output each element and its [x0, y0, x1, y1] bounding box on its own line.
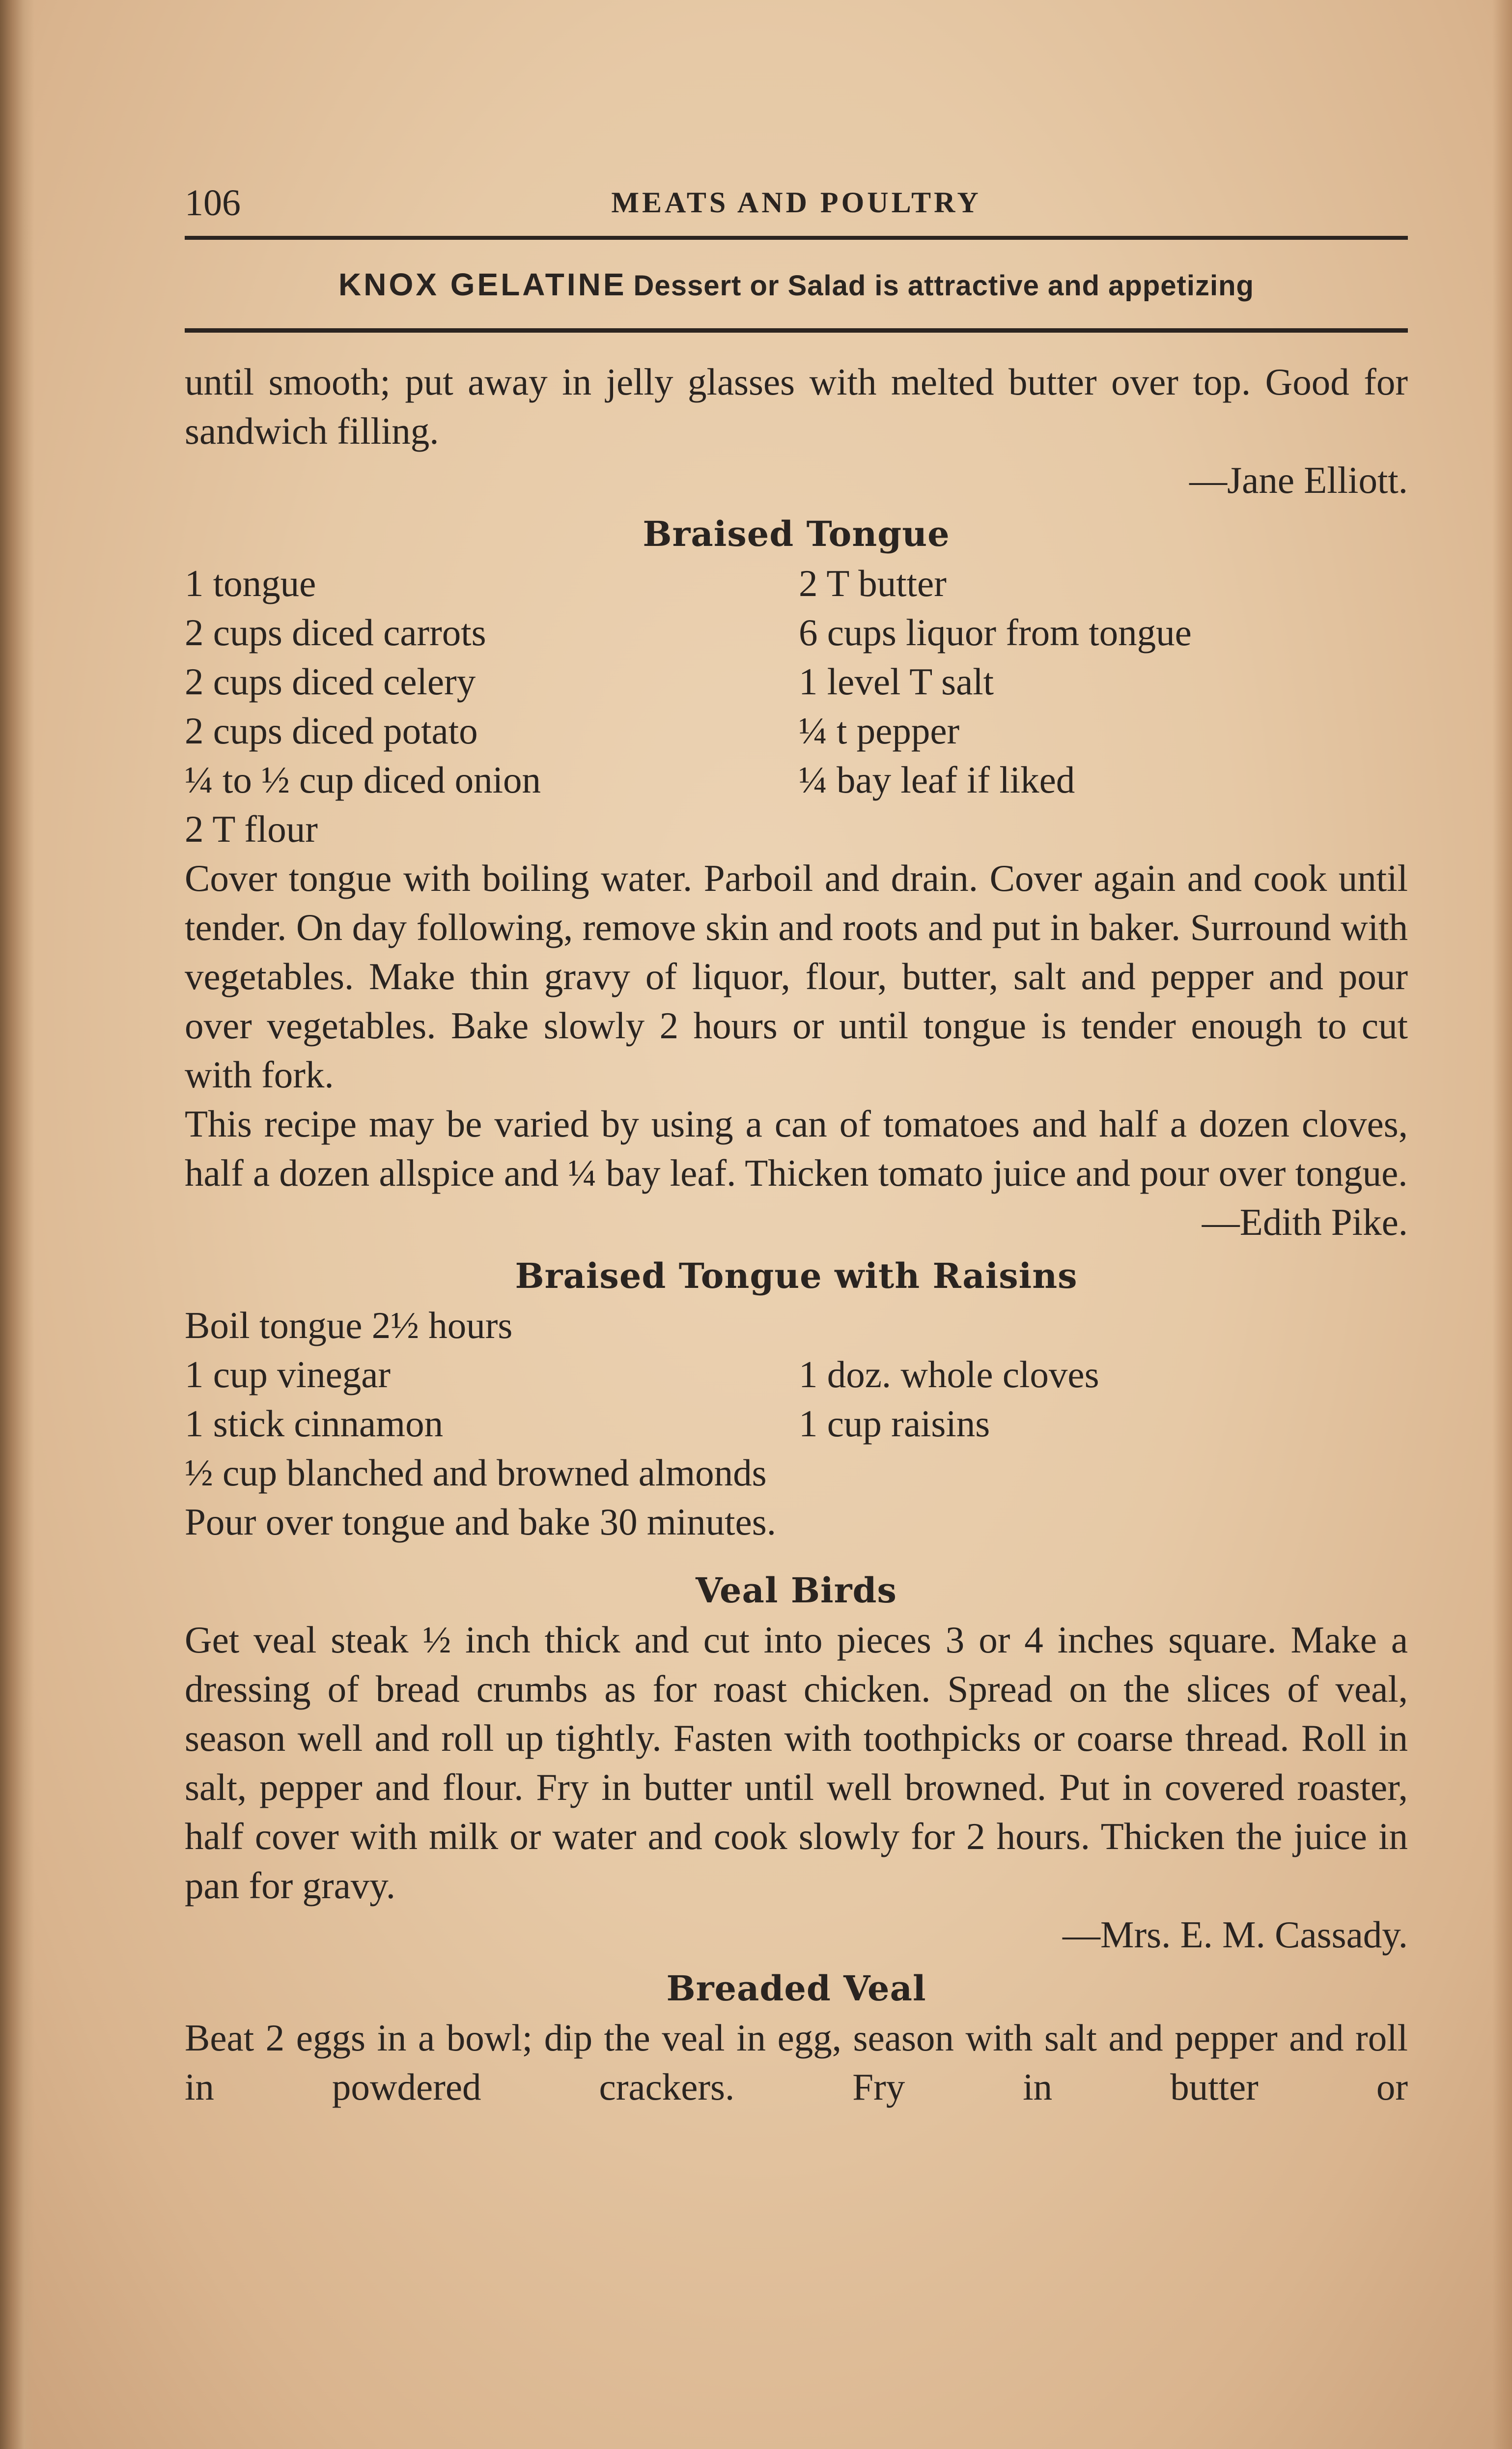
page-number: 106: [185, 182, 241, 224]
banner-text: Dessert or Salad is attractive and appetizing: [633, 270, 1254, 302]
ingredient: 2 T flour: [185, 808, 318, 850]
ingredient: 2 cups diced carrots: [185, 611, 486, 654]
ingredient: ¼ bay leaf if liked: [799, 759, 1075, 801]
running-head: MEATS AND POULTRY: [611, 186, 981, 219]
ingredient: ¼ t pepper: [799, 710, 960, 752]
ingredient: 1 cup raisins: [799, 1402, 990, 1445]
ingredient: 1 level T salt: [799, 660, 994, 703]
directions-veal-birds: Get veal steak ½ inch thick and cut into pieces 3 or 4 inches square. Make a dressing of bread crumbs as for roast chicken. Spread on the slices of veal, season well and roll up tightly. Fasten with toothpicks or coarse thread. Roll in salt, pepper and flour. Fry in butter until well browned. Put in covered roaster, half cover with milk or water and cook slowly for 2 hours. Thicken the juice in pan for gravy.: [185, 1619, 1408, 1907]
recipe-title-braised-tongue: Braised Tongue: [643, 513, 950, 554]
ingredient: 1 cup vinegar: [185, 1353, 391, 1395]
recipe-title-braised-tongue-raisins: Braised Tongue with Raisins: [515, 1255, 1078, 1296]
ingredient: 1 stick cinnamon: [185, 1402, 444, 1445]
page-content: [185, 177, 1408, 2111]
banner-brand: KNOX GELATINE: [338, 267, 627, 302]
ingredient: [799, 804, 1408, 854]
attribution-veal-birds: —Mrs. E. M. Cassady.: [1063, 1913, 1408, 1956]
ingredient: 1 doz. whole cloves: [799, 1353, 1099, 1395]
recipe-title-breaded-veal: Breaded Veal: [666, 1968, 926, 2009]
raisins-almonds: ½ cup blanched and browned almonds: [185, 1452, 767, 1494]
advertisement-banner: [185, 240, 1408, 328]
ingredient: 1 tongue: [185, 562, 316, 604]
ingredient: ¼ to ½ cup diced onion: [185, 759, 541, 801]
page-edge-shadow: [1492, 0, 1512, 2449]
ingredients-braised-tongue: [185, 559, 1408, 854]
recipe-title-veal-birds: Veal Birds: [696, 1570, 897, 1611]
raisins-directions: Pour over tongue and bake 30 minutes.: [185, 1501, 776, 1543]
header-rule: [185, 236, 1408, 240]
attribution-braised-tongue: —Edith Pike.: [1202, 1201, 1408, 1243]
ingredients-braised-tongue-raisins: [185, 1350, 1408, 1448]
banner-rule: [185, 328, 1408, 333]
intro-attribution: —Jane Elliott.: [1189, 459, 1408, 501]
directions-breaded-veal: Beat 2 eggs in a bowl; dip the veal in egg, season with salt and pepper and roll in powdered crackers. Fry in butter or: [185, 2017, 1408, 2108]
ingredient: 2 T butter: [799, 562, 947, 604]
intro-text: until smooth; put away in jelly glasses with melted butter over top. Good for sandwich filling.: [185, 361, 1408, 452]
variation-braised-tongue: This recipe may be varied by using a can of tomatoes and half a dozen cloves, half a dozen allspice and ¼ bay leaf. Thicken tomato juice and pour over tongue.: [185, 1103, 1408, 1194]
book-spine-shadow: [0, 0, 34, 2449]
ingredient: 2 cups diced potato: [185, 710, 478, 752]
ingredient: 2 cups diced celery: [185, 660, 476, 703]
directions-braised-tongue: Cover tongue with boiling water. Parboil and drain. Cover again and cook until tender. On day following, remove skin and roots and put in baker. Surround with vegetables. Make thin gravy of liquor, flour, butter, salt and pepper and pour over vegetables. Bake slowly 2 hours or until tongue is tender enough to cut with fork.: [185, 857, 1408, 1096]
ingredient: 6 cups liquor from tongue: [799, 611, 1192, 654]
page-header: [185, 177, 1408, 236]
raisins-first-line: Boil tongue 2½ hours: [185, 1304, 513, 1346]
